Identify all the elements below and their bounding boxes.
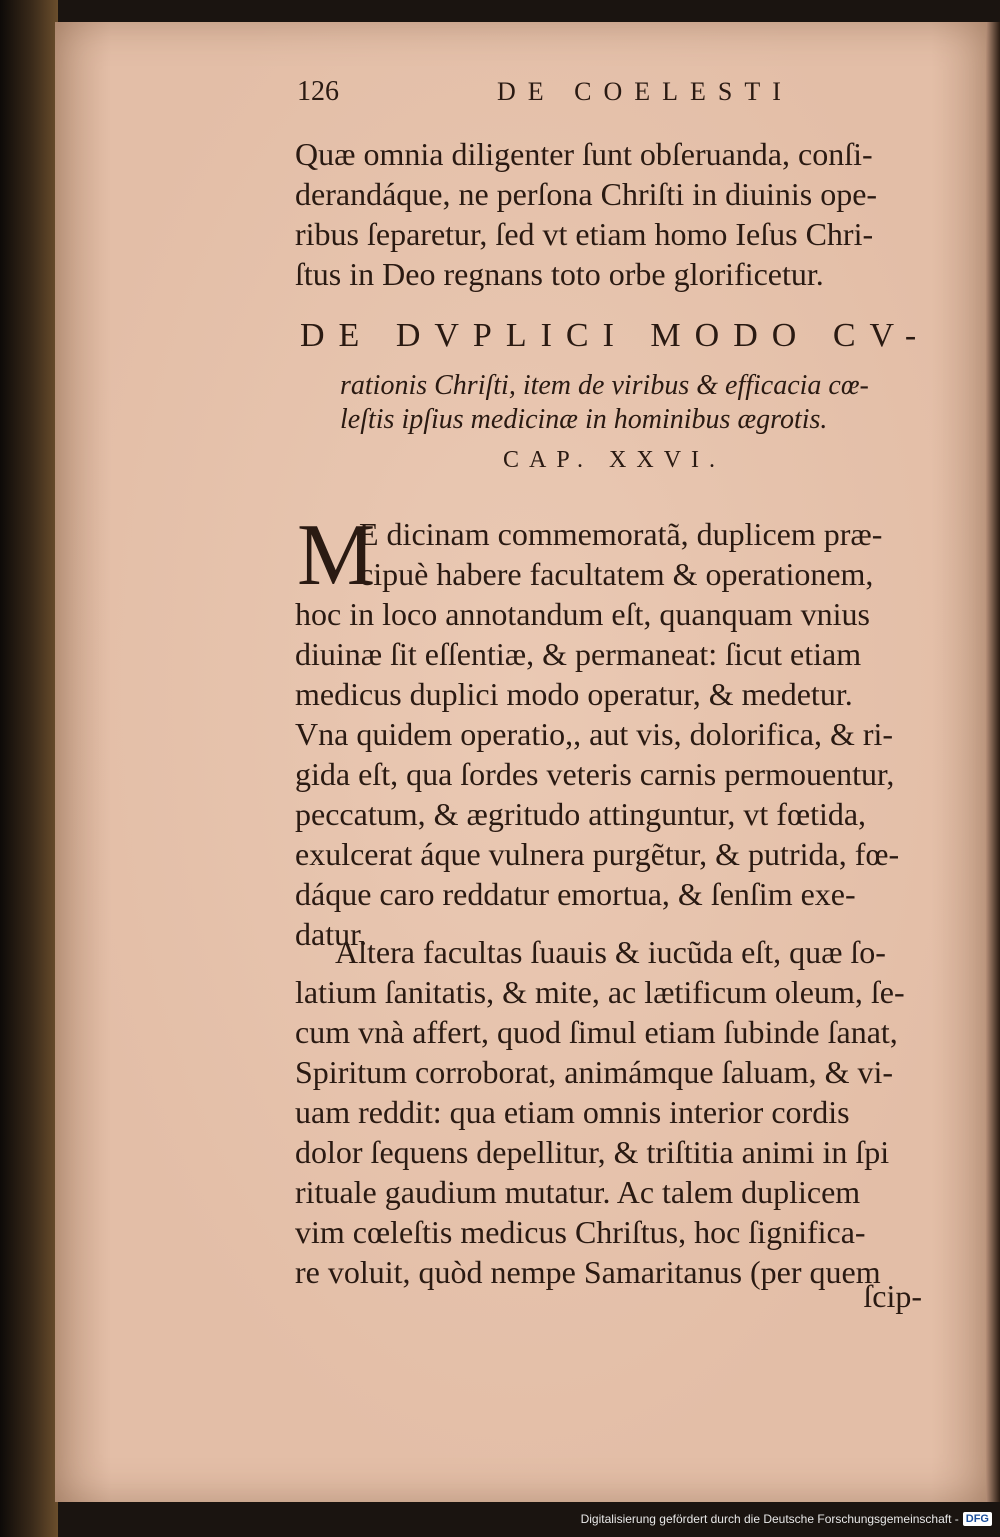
text-line: dáque caro reddatur emortua, & ſenſim exe- (295, 876, 856, 912)
text-line: Vna quidem operatio,, aut vis, dolorifica, & ri- (295, 716, 894, 752)
running-title: DE COELESTI (497, 77, 793, 106)
book-page (55, 22, 987, 1502)
chapter-subtitle-line-2: leſtis ipſius medicinæ in hominibus ægrotis. (340, 404, 828, 435)
text-line: diuinæ ſit eſſentiæ, & permaneat: ſicut etiam (295, 636, 862, 672)
page-number: 126 (297, 76, 339, 107)
text-line: gida eſt, qua ſordes veteris carnis permouentur, (295, 756, 895, 792)
text-line: dolor ſequens depellitur, & triſtitia animi in ſpi (295, 1134, 890, 1170)
text-line: latium ſanitatis, & mite, ac lætificum oleum, ſe- (295, 974, 905, 1010)
text-line: re voluit, quòd nempe Samaritanus (per quem (295, 1254, 881, 1290)
text-line: medicus duplici modo operatur, & medetur. (295, 676, 853, 712)
text-line: rituale gaudium mutatur. Ac talem duplicem (295, 1174, 861, 1210)
catchword: ſcip- (863, 1278, 922, 1314)
credit-text: Digitalisierung gefördert durch die Deutsche Forschungsgemeinschaft - (580, 1512, 959, 1526)
text-line: Quæ omnia diligenter ſunt obſeruanda, conſi- (295, 136, 873, 172)
book-spine (0, 0, 58, 1537)
text-line: ſtus in Deo regnans toto orbe glorificetur. (295, 256, 824, 292)
text-line: uam reddit: qua etiam omnis interior cordis (295, 1094, 850, 1130)
page-edge-shadow (986, 22, 1000, 1502)
chapter-number: CAP. XXVI. (503, 447, 726, 473)
text-line: datur. (295, 916, 367, 952)
text-line: E dicinam commemoratã, duplicem præ- (359, 516, 883, 552)
text-line: peccatum, & ægritudo attinguntur, vt fœtida, (295, 796, 867, 832)
text-line: derandáque, ne perſona Chriſti in diuinis ope- (295, 176, 878, 212)
digitization-credit (581, 1509, 992, 1529)
paragraph-2 (295, 507, 935, 954)
chapter-subtitle-line-1: rationis Chriſti, item de viribus & efficacia cœ- (340, 370, 869, 401)
chapter-title: DE DVPLICI MODO CV- (300, 317, 931, 354)
text-line: cum vnà affert, quod ſimul etiam ſubinde ſanat, (295, 1014, 898, 1050)
running-header (297, 72, 797, 112)
dfg-logo: DFG (963, 1512, 992, 1526)
text-line: hoc in loco annotandum eſt, quanquam vnius (295, 596, 870, 632)
text-line: Altera facultas ſuauis & iucũda eſt, quæ ſo- (335, 934, 886, 970)
text-line: Spiritum corroborat, animámque ſaluam, & vi- (295, 1054, 894, 1090)
drop-capital: M (297, 507, 376, 604)
paragraph-1 (295, 134, 935, 294)
text-line: vim cœleſtis medicus Chriſtus, hoc ſignifica- (295, 1214, 866, 1250)
paragraph-3 (295, 932, 935, 1292)
text-line: cipuè habere facultatem & operationem, (359, 556, 874, 592)
text-line: ribus ſeparetur, ſed vt etiam homo Ieſus Chri- (295, 216, 874, 252)
text-line: exulcerat áque vulnera purgẽtur, & putrida, fœ- (295, 836, 900, 872)
page-text (55, 22, 987, 1502)
